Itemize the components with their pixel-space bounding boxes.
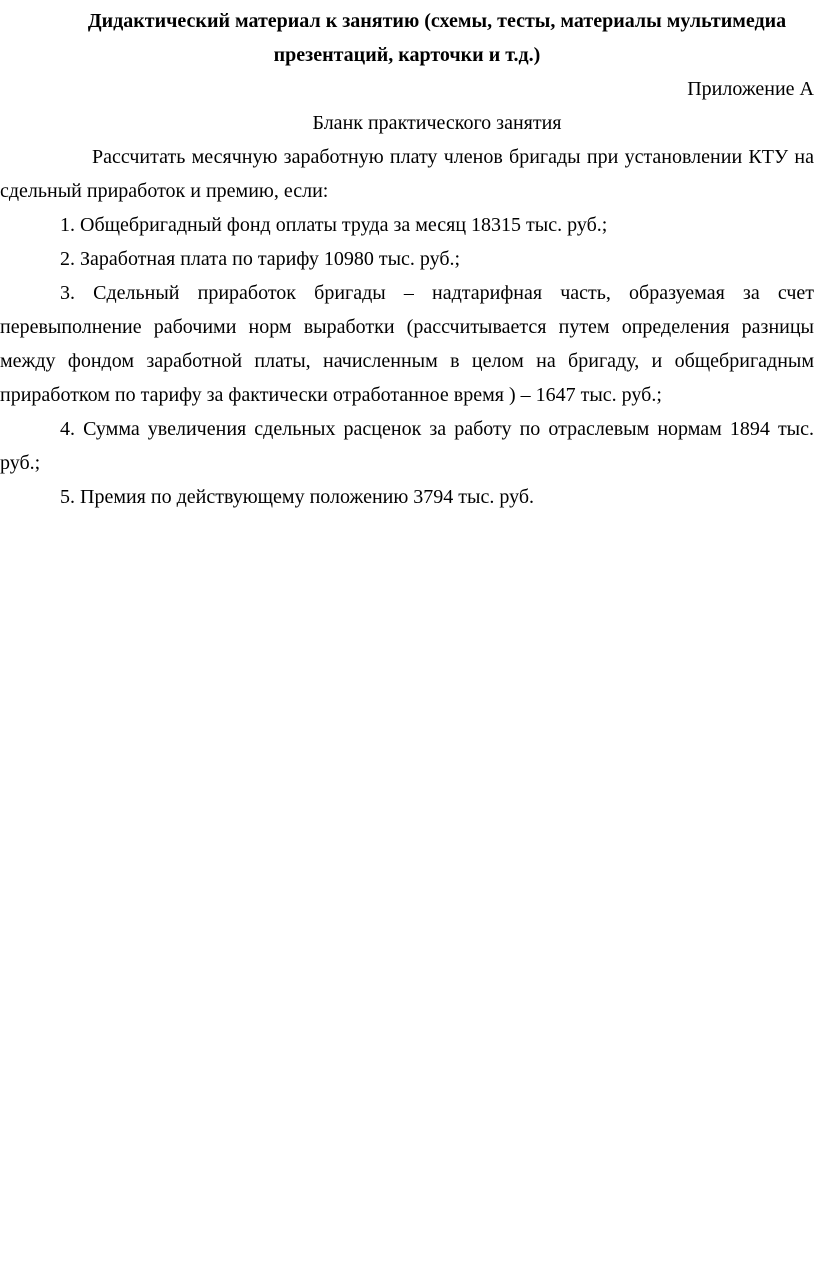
task-intro: Рассчитать месячную заработную плату членов бригады при установлении КТУ на сдельный приработок и премию, если:	[0, 146, 814, 202]
list-item: 5. Премия по действующему положению 3794 тыс. руб.	[60, 486, 534, 508]
appendix-label: Приложение А	[687, 78, 814, 100]
document-title	[0, 4, 814, 72]
list-item: 4. Сумма увеличения сдельных расценок за работу по отраслевым нормам 1894 тыс. руб.;	[0, 418, 814, 474]
title-line-2: презентаций, карточки и т.д.)	[273, 44, 541, 66]
list-item: 3. Сдельный приработок бригады – надтарифная часть, образуемая за счет перевыполнение рабочими норм выработки (рассчитывается путем определения разницы между фондом заработной платы, начисленным в целом на бригаду, и общебригадным приработком по тарифу за фактически отработанное время ) – 1647 тыс. руб.;	[0, 282, 814, 406]
list-item: 1. Общебригадный фонд оплаты труда за месяц 18315 тыс. руб.;	[60, 214, 608, 236]
blank-title: Бланк практического занятия	[312, 112, 562, 134]
title-line-1: Дидактический материал к занятию (схемы, тесты, материалы мультимедиа	[87, 10, 787, 32]
list-item: 2. Заработная плата по тарифу 10980 тыс. руб.;	[60, 248, 461, 270]
